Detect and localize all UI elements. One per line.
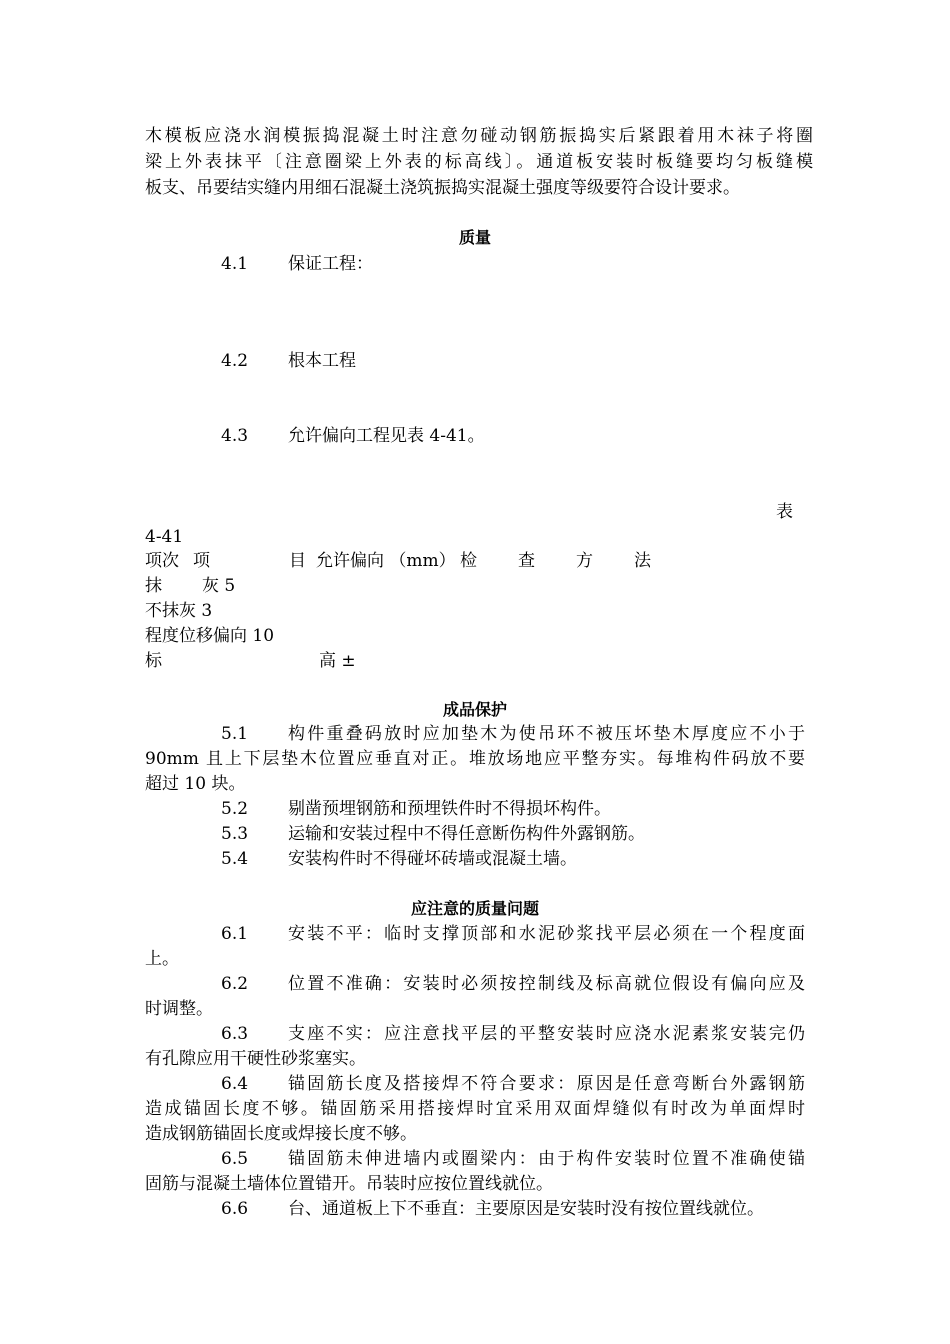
table-row: 高 ±	[319, 651, 356, 671]
table-row: 程度位移偏向 10	[145, 626, 275, 646]
item-number: 5.2	[221, 799, 249, 819]
item-text: 支座不实：应注意找平层的平整安装时应浇水泥素浆安装完仍	[288, 1024, 805, 1044]
item-number: 6.1	[221, 924, 249, 944]
item-number: 5.3	[221, 824, 249, 844]
item-text: 运输和安装过程中不得任意断伤构件外露钢筋。	[288, 824, 645, 844]
item-number: 6.4	[221, 1074, 249, 1094]
table-header-col2: 项	[193, 551, 210, 571]
item-text: 保证工程：	[288, 254, 373, 274]
item-text-continued: 时调整。	[145, 999, 213, 1019]
item-number: 6.5	[221, 1149, 249, 1169]
intro-line: 木模板应浇水润模振捣混凝土时注意勿碰动钢筋振捣实后紧跟着用木袜子将圈	[145, 126, 813, 146]
item-text-continued: 超过 10 块。	[145, 774, 246, 794]
item-text-continued: 有孔隙应用干硬性砂浆塞实。	[145, 1049, 366, 1069]
section-heading-protection: 成品保护	[442, 700, 507, 719]
item-text: 根本工程	[288, 351, 356, 371]
item-text: 安装构件时不得碰坏砖墙或混凝土墙。	[288, 849, 577, 869]
item-text: 安装不平：临时支撑顶部和水泥砂浆找平层必须在一个程度面	[288, 924, 805, 944]
table-header-col4: 法	[634, 551, 651, 571]
intro-line: 梁上外表抹平〔注意圈梁上外表的标高线〕。通道板安装时板缝要均匀板缝模	[145, 152, 813, 172]
item-text-continued: 90mm 且上下层垫木位置应垂直对正。堆放场地应平整夯实。每堆构件码放不要	[145, 749, 805, 769]
table-row: 灰 5	[202, 576, 236, 596]
item-number: 6.3	[221, 1024, 249, 1044]
item-number: 6.2	[221, 974, 249, 994]
item-text-continued: 造成锚固长度不够。锚固筋采用搭接焊时宜采用双面焊缝似有时改为单面焊时	[145, 1099, 805, 1119]
item-text-continued: 上。	[145, 949, 179, 969]
item-text: 锚固筋长度及搭接焊不符合要求：原因是任意弯断台外露钢筋	[288, 1074, 805, 1094]
item-number: 6.6	[221, 1199, 249, 1219]
table-header-col4: 检	[460, 551, 477, 571]
section-heading-issues: 应注意的质量问题	[410, 899, 539, 918]
table-caption: 表	[776, 502, 793, 522]
item-text: 构件重叠码放时应加垫木为使吊环不被压坏垫木厚度应不小于	[288, 724, 805, 744]
table-header-col2: 目	[289, 551, 306, 571]
table-header-col4: 查	[518, 551, 535, 571]
item-text-continued: 固筋与混凝土墙体位置错开。吊装时应按位置线就位。	[145, 1174, 553, 1194]
section-heading-quality: 质量	[458, 228, 491, 247]
table-row: 标	[145, 651, 162, 671]
item-text: 位置不准确：安装时必须按控制线及标高就位假设有偏向应及	[288, 974, 805, 994]
item-text: 台、通道板上下不垂直：主要原因是安装时没有按位置线就位。	[288, 1199, 764, 1219]
table-row: 抹	[145, 576, 162, 596]
item-number: 5.4	[221, 849, 249, 869]
intro-line: 板支、吊要结实缝内用细石混凝土浇筑振捣实混凝土强度等级要符合设计要求。	[145, 178, 740, 198]
item-number: 4.3	[221, 426, 249, 446]
item-text-continued: 造成钢筋锚固长度或焊接长度不够。	[145, 1124, 417, 1144]
item-number: 4.2	[221, 351, 249, 371]
table-header-col1: 项次	[145, 551, 179, 571]
table-header-col4: 方	[576, 551, 593, 571]
item-text: 允许偏向工程见表 4-41。	[288, 426, 485, 446]
item-number: 5.1	[221, 724, 249, 744]
item-text: 剔凿预埋钢筋和预埋铁件时不得损坏构件。	[288, 799, 611, 819]
item-text: 锚固筋未伸进墙内或圈梁内：由于构件安装时位置不准确使锚	[288, 1149, 805, 1169]
item-number: 4.1	[221, 254, 249, 274]
table-row: 不抹灰 3	[145, 601, 213, 621]
table-caption-number: 4-41	[145, 527, 184, 547]
table-header-col3: 允许偏向 （mm）	[316, 551, 456, 571]
